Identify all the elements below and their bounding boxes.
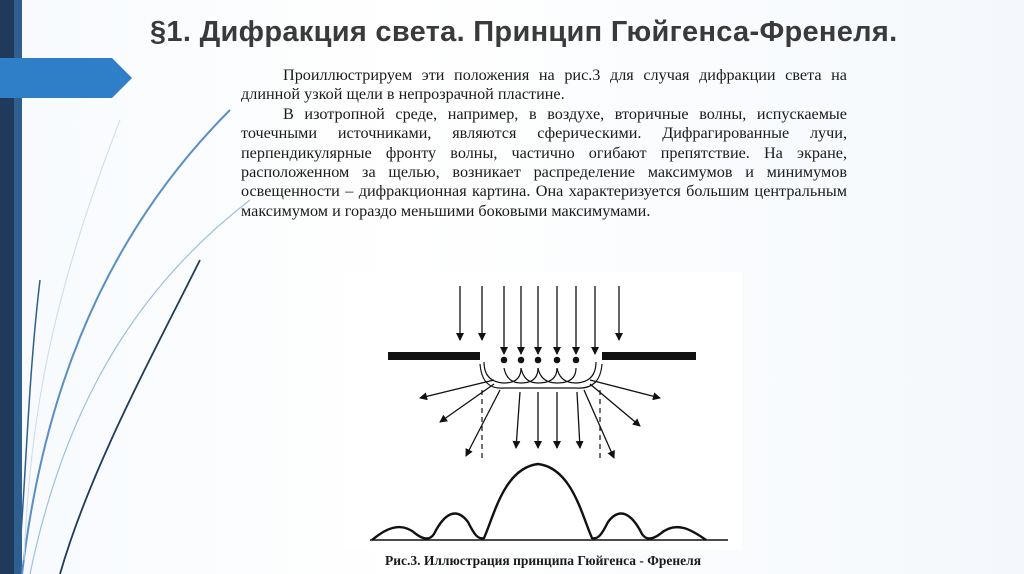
- point-sources: [501, 357, 580, 364]
- diffraction-figure: [344, 272, 742, 550]
- paragraph-1: Проиллюстрируем эти положения на рис.3 для случая дифракции света на длинной узкой щели в непрозрачной пластине.: [241, 66, 847, 104]
- title-arrow-tab: [0, 58, 132, 98]
- shadow-boundaries: [482, 390, 600, 462]
- figure-caption: Рис.3. Иллюстрация принципа Гюйгенса - Френеля: [384, 553, 702, 568]
- diffraction-diagram: [344, 272, 742, 550]
- opaque-plate: [388, 352, 696, 360]
- slide-body-text: [241, 66, 847, 221]
- secondary-wavelets: [480, 362, 602, 388]
- intensity-curve: [370, 464, 728, 540]
- slide-title: §1. Дифракция света. Принцип Гюйгенса-Френеля.: [150, 16, 898, 48]
- paragraph-2: В изотропной среде, например, в воздухе, вторичные волны, испускаемые точечными источниками, являются сферическими. Дифрагированные лучи, перпендикулярные фронту волны, частично огибают препятствие. На экране, расположенном за щелью, возникает распределение максимумов и минимумов освещенности – дифракционная картина. Она характеризуется большим центральным максимумом и гораздо меньшими боковыми максимумами.: [241, 104, 847, 220]
- diffracted-rays: [420, 380, 660, 458]
- incident-rays: [460, 286, 619, 354]
